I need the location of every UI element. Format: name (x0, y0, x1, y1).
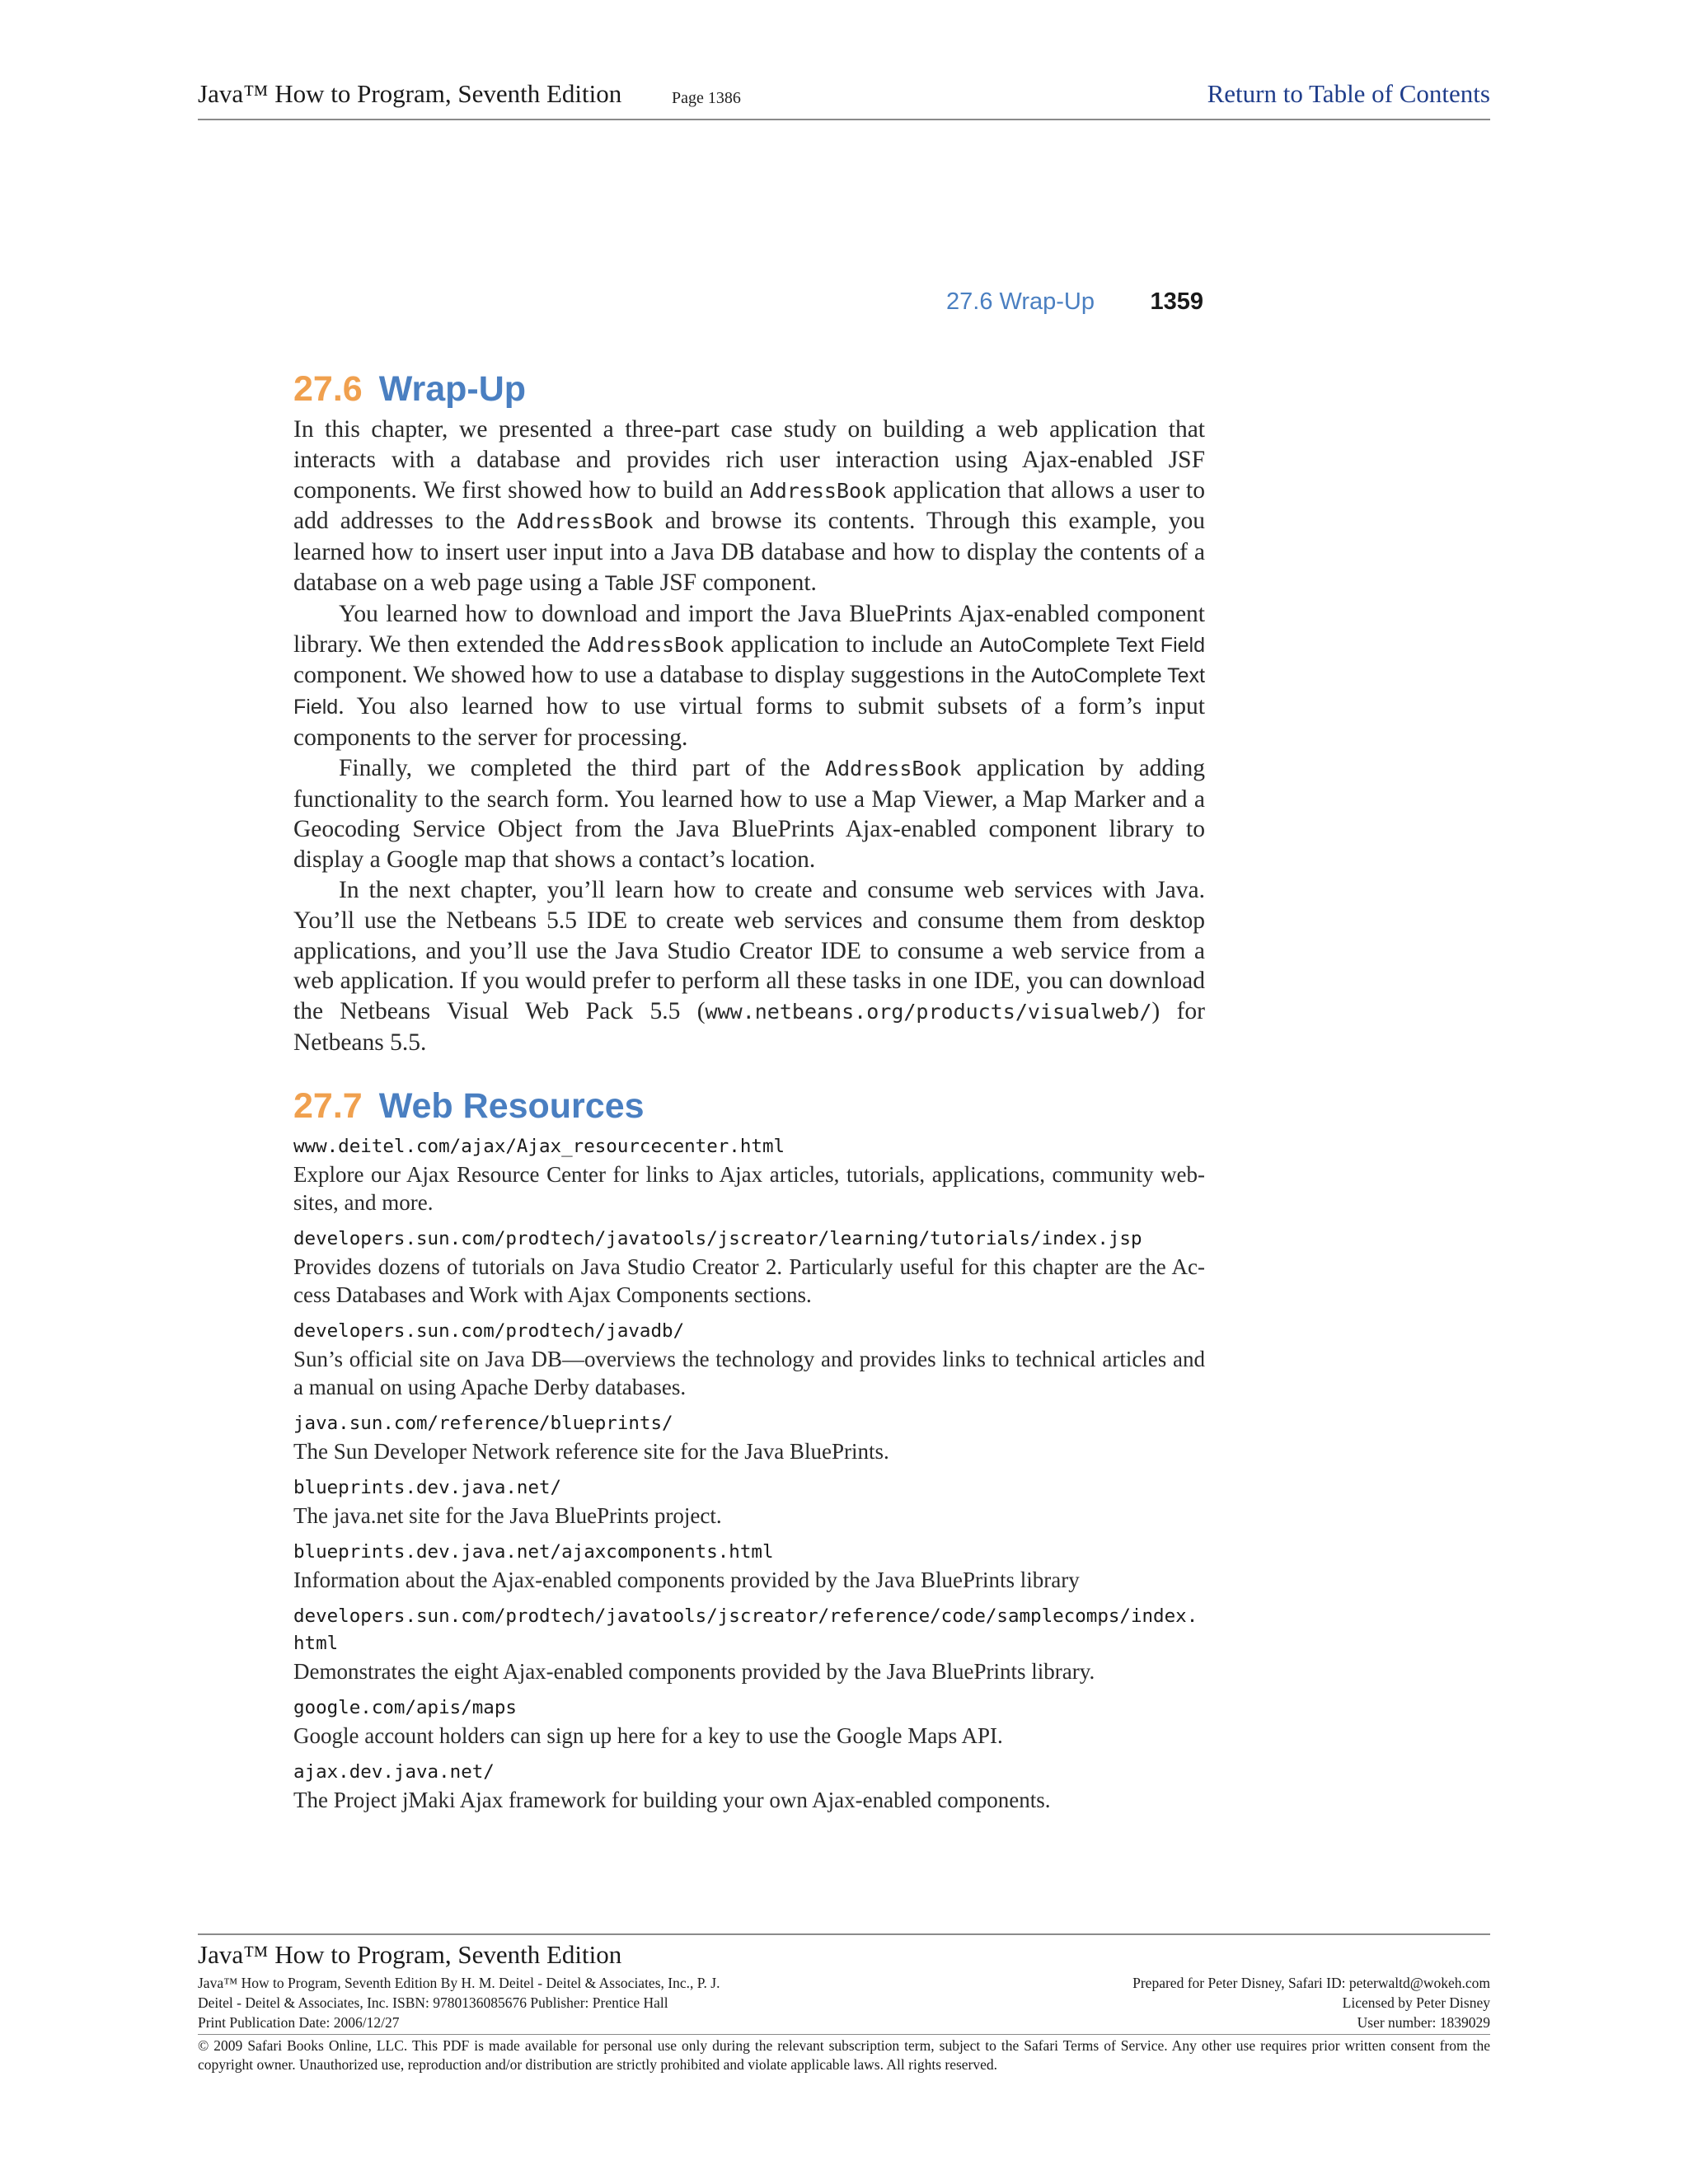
footer-line: User number: 1839029 (1357, 2014, 1490, 2031)
resource-item (293, 1539, 1205, 1594)
resource-item (293, 1603, 1205, 1685)
resource-description: Sun’s official site on Java DB—overviews the technology and provides links to technical articles and a manual on using Apache Derby databases. (293, 1347, 1205, 1399)
text: and browse its contents. Through this example, you learned how to insert user input into a Java DB database and how to display the contents of a database on a web page using a (293, 508, 1205, 596)
ui-term: Table (604, 571, 654, 595)
resource-description: Google account holders can sign up here for a key to use the Google Maps API. (293, 1723, 1003, 1748)
footer-legal: © 2009 Safari Books Online, LLC. This PDF is made available for personal use only during the relevant subscription term, subject to the Safari Terms of Service. Any other use requires prior written consent from the copyright owner. Unauthorized use, reproduction and/or distribution are strictly prohibited and violate applicable laws. All rights reserved. (198, 2034, 1490, 2074)
footer-line: Deitel - Deitel & Associates, Inc. ISBN: 9780136085676 Publisher: Prentice Hall (198, 1994, 668, 2011)
resource-description: Information about the Ajax-enabled components provided by the Java BluePrints library (293, 1568, 1080, 1592)
resource-item (293, 1759, 1205, 1814)
page-header (198, 79, 1490, 120)
text: application to include an (724, 630, 980, 658)
text: Finally, we completed the third part of the (339, 754, 826, 781)
footer-info (198, 1973, 1490, 2032)
book-title: Java™ How to Program, Seventh Edition (198, 79, 622, 108)
resource-url[interactable]: google.com/apis/maps (293, 1697, 517, 1718)
resource-url[interactable]: developers.sun.com/prodtech/javatools/jscreator/reference/code/samplecomps/index.html (293, 1605, 1198, 1654)
code-text: AddressBook (749, 478, 887, 503)
paragraph (293, 599, 1205, 753)
section-heading-resources (293, 1086, 645, 1127)
footer-line: Licensed by Peter Disney (1342, 1994, 1490, 2011)
paragraph (293, 875, 1205, 1058)
url-link[interactable]: www.netbeans.org/products/visualweb/ (705, 1000, 1152, 1024)
footer-license-info (946, 1973, 1490, 2032)
text: You learned how to download and import the Java BluePrints Ajax-enabled component library. We then extended the (293, 600, 1205, 658)
resource-description: Explore our Ajax Resource Center for links to Ajax articles, tutorials, applications, community websites, and more. (293, 1162, 1205, 1215)
ui-term: AutoComplete Text Field (293, 664, 1205, 719)
page-label: Page 1386 (672, 89, 741, 107)
code-text: AddressBook (825, 756, 962, 780)
text: ) for Netbeans 5.5. (293, 998, 1205, 1056)
text: component. We showed how to use a database to display suggestions in the (293, 662, 1032, 689)
text: In the next chapter, you’ll learn how to create and consume web services with Java. You’ll use the Netbeans 5.5 IDE to create web services and consume them from desktop applications, and you’ll use the Java Studio Creator IDE to consume a web service from a web application. If you would prefer to perform all these tasks in one IDE, you can download the Netbeans Visual Web Pack 5.5 ( (293, 876, 1205, 1025)
footer-line: Java™ How to Program, Seventh Edition By H. M. Deitel - Deitel & Associates, Inc., P. J. (198, 1975, 720, 1991)
resource-item (293, 1318, 1205, 1401)
resource-url[interactable]: www.deitel.com/ajax/Ajax_resourcecenter.html (293, 1136, 785, 1157)
section-number: 27.7 (293, 1086, 363, 1126)
resource-item (293, 1410, 1205, 1465)
running-head-section: 27.6 Wrap-Up (946, 288, 1095, 315)
resource-item (293, 1226, 1205, 1309)
resource-url[interactable]: developers.sun.com/prodtech/javatools/jscreator/learning/tutorials/index.jsp (293, 1228, 1142, 1249)
web-resources-list (293, 1133, 1205, 1823)
resource-url[interactable]: developers.sun.com/prodtech/javadb/ (293, 1320, 685, 1342)
resource-item (293, 1133, 1205, 1216)
resource-description: The Sun Developer Network reference site for the Java BluePrints. (293, 1439, 889, 1464)
section-number: 27.6 (293, 369, 363, 409)
footer-title: Java™ How to Program, Seventh Edition (198, 1940, 622, 1969)
section-title: Wrap-Up (378, 369, 527, 409)
footer-line: Print Publication Date: 2006/12/27 (198, 2014, 400, 2031)
resource-item (293, 1694, 1205, 1750)
ui-term: AutoComplete Text Field (979, 633, 1205, 657)
page-number: 1359 (1150, 288, 1203, 315)
resource-description: Provides dozens of tutorials on Java Studio Creator 2. Particularly useful for this chapter are the Access Databases and Work with Ajax Components sections. (293, 1254, 1205, 1307)
text: JSF component. (654, 569, 817, 596)
code-text: AddressBook (517, 509, 654, 534)
code-text: AddressBook (587, 632, 724, 657)
text: application that allows a user to add addresses to the (293, 476, 1206, 535)
resource-item (293, 1474, 1205, 1530)
section-title: Web Resources (378, 1086, 645, 1126)
resource-url[interactable]: java.sun.com/reference/blueprints/ (293, 1413, 673, 1434)
running-head (824, 288, 1205, 321)
page-footer (198, 1933, 1490, 2074)
paragraph (293, 415, 1205, 599)
toc-link[interactable]: Return to Table of Contents (1207, 79, 1490, 108)
resource-description: The Project jMaki Ajax framework for building your own Ajax-enabled components. (293, 1788, 1051, 1812)
resource-url[interactable]: blueprints.dev.java.net/ (293, 1477, 562, 1498)
wrapup-body (293, 415, 1205, 1058)
text: application by adding functionality to the search form. You learned how to use a Map Viewer, a Map Marker and a Geocoding Service Object from the Java BluePrints Ajax-enabled component library to display a Google map that shows a contact’s location. (293, 754, 1205, 874)
resource-url[interactable]: ajax.dev.java.net/ (293, 1761, 495, 1783)
text: In this chapter, we presented a three-part case study on building a web application that interacts with a database and provides rich user interaction using Ajax-enabled JSF components. We first showed how to build an (293, 416, 1205, 504)
footer-line: Prepared for Peter Disney, Safari ID: peterwaltd@wokeh.com (1132, 1975, 1490, 1991)
resource-url[interactable]: blueprints.dev.java.net/ajaxcomponents.html (293, 1541, 774, 1563)
section-heading-wrapup (293, 369, 526, 410)
text: . You also learned how to use virtual forms to submit subsets of a form’s input components to the server for processing. (293, 693, 1205, 751)
paragraph (293, 753, 1205, 875)
resource-description: The java.net site for the Java BluePrints project. (293, 1503, 722, 1528)
resource-description: Demonstrates the eight Ajax-enabled components provided by the Java BluePrints library. (293, 1659, 1095, 1684)
footer-book-info (198, 1973, 940, 2032)
